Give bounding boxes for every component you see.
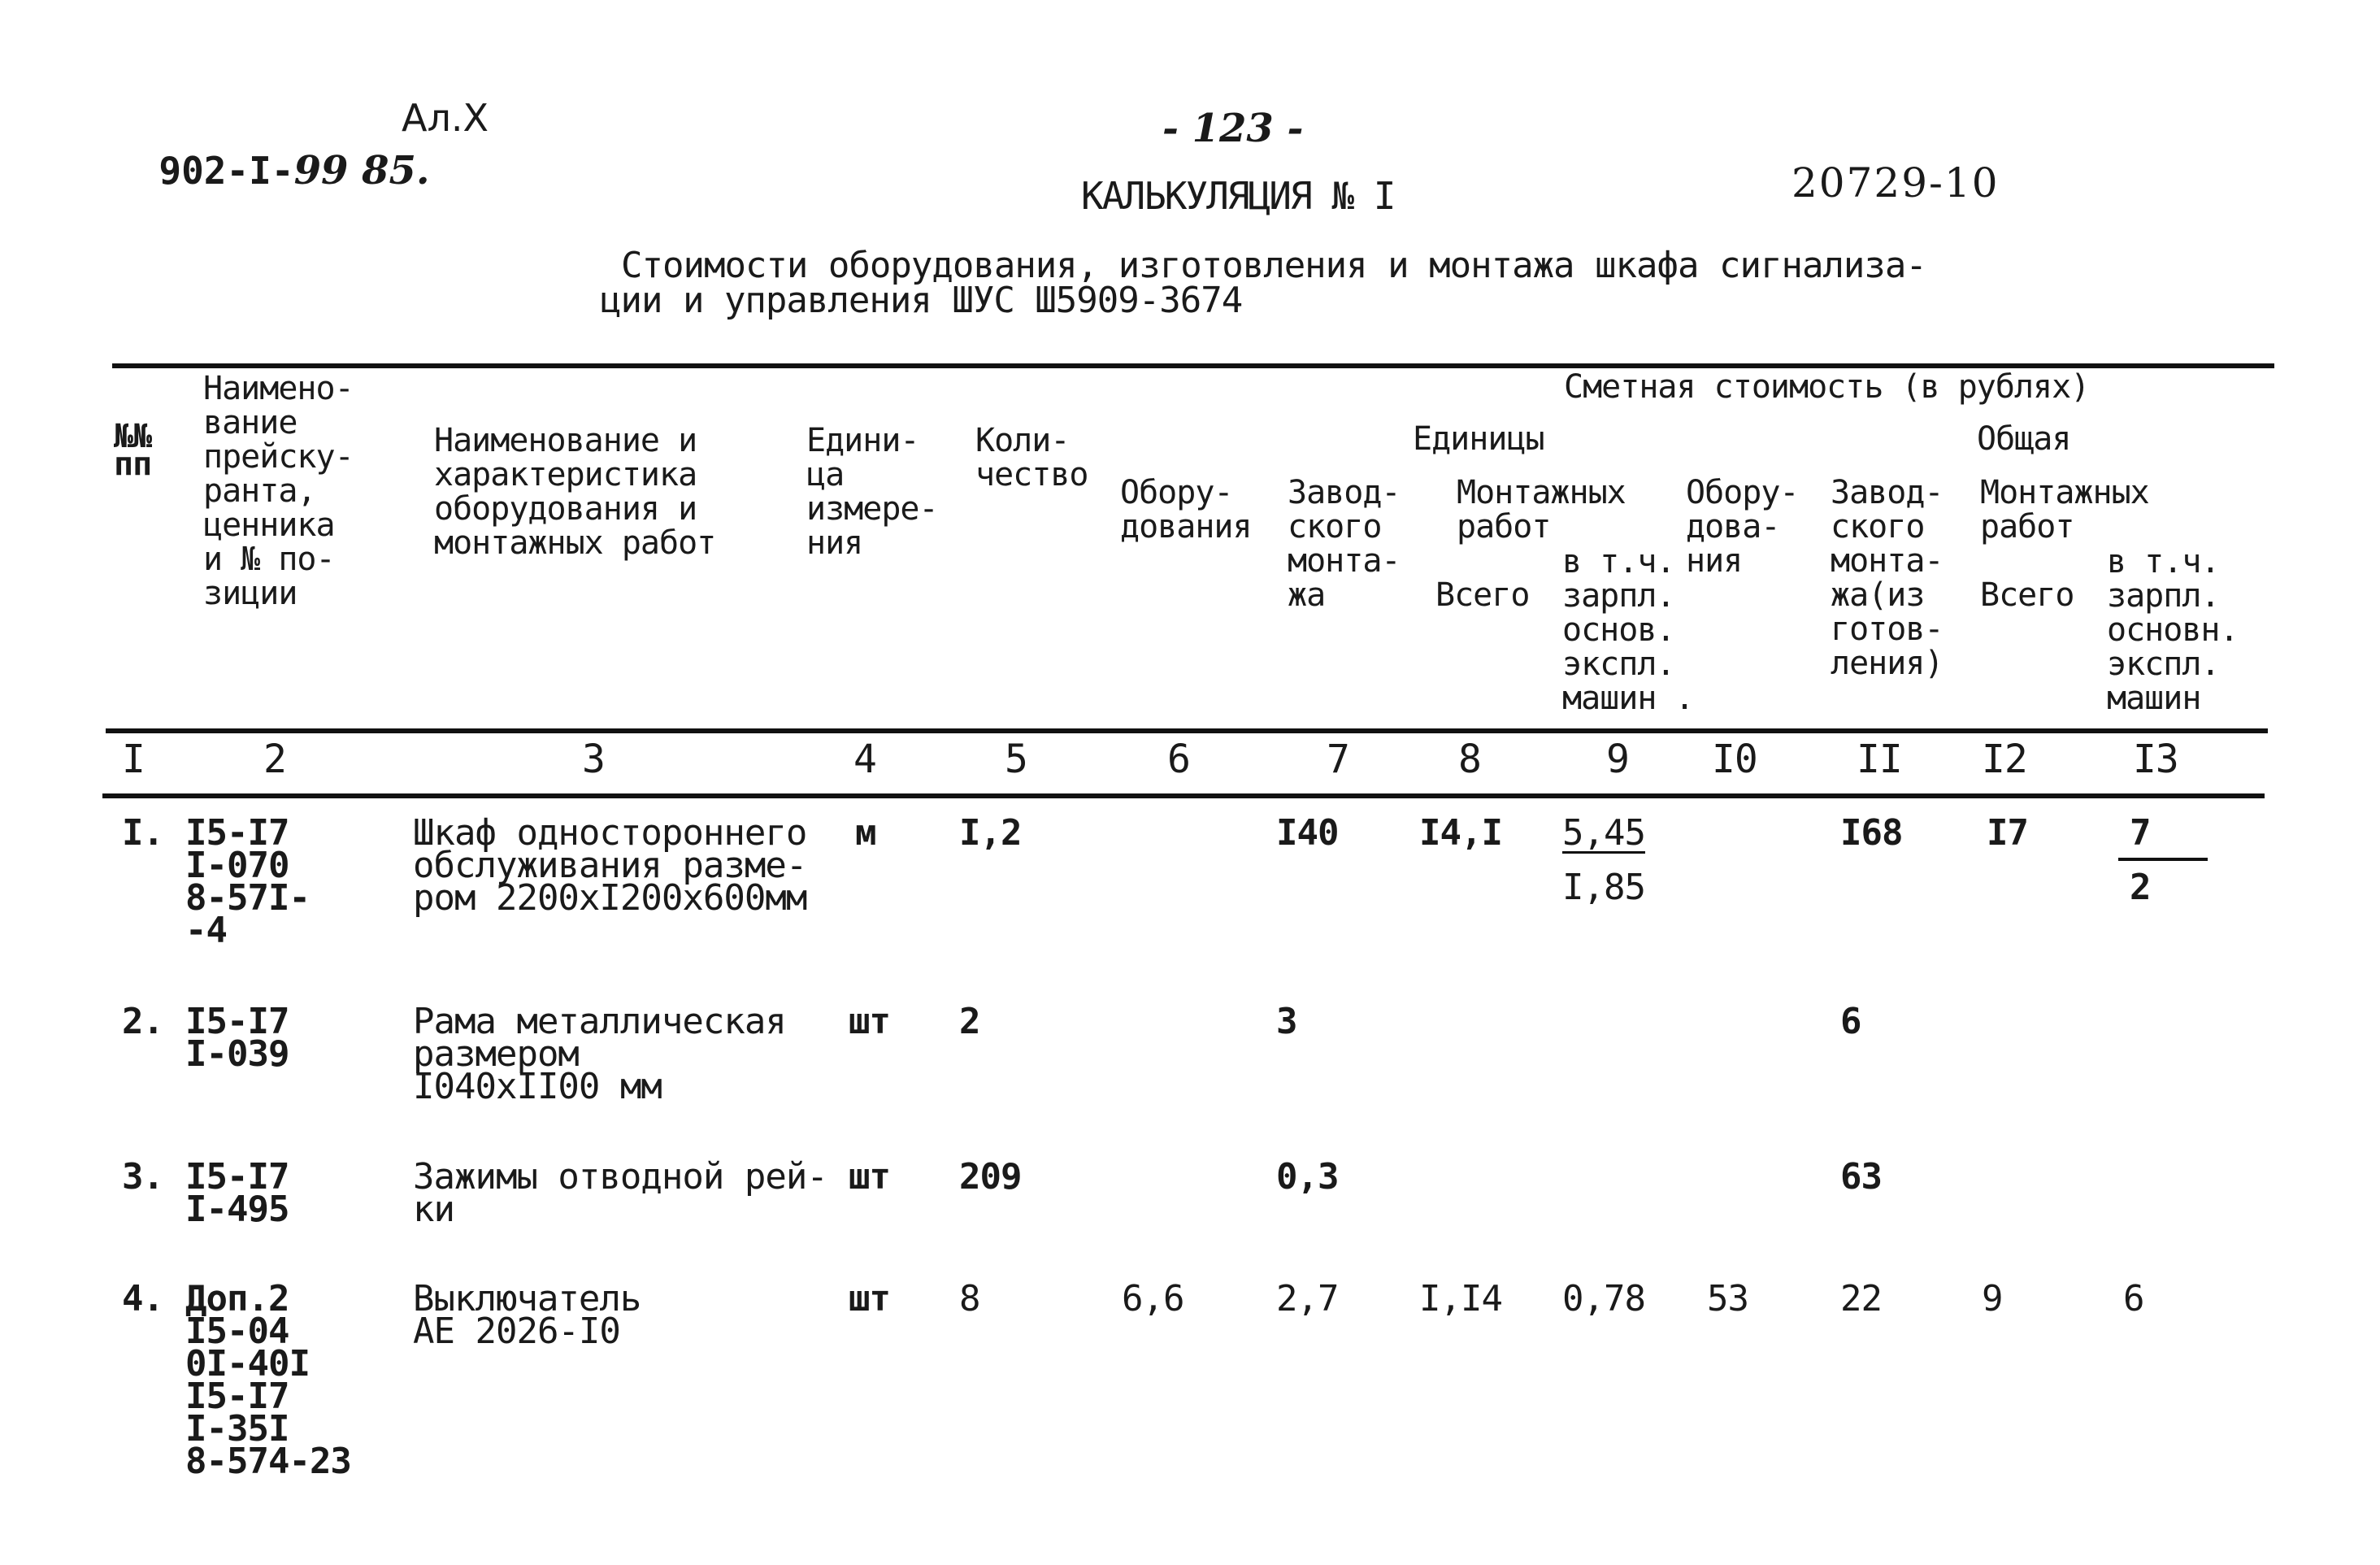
doc-code-printed: 902-I- xyxy=(159,149,294,193)
row-factory-total: 6 xyxy=(1840,1001,1861,1042)
table-header-rule xyxy=(106,728,2268,733)
row-wage-total-bottom: 2 xyxy=(2130,867,2151,908)
col-header-total-wage: в т.ч. зарпл. основн. экспл. машин xyxy=(2107,543,2239,717)
column-number: I0 xyxy=(1712,737,1757,782)
column-number: 7 xyxy=(1327,737,1349,782)
subtitle-line-2: ции и управления ШУС Ш5909-3674 xyxy=(600,280,1243,321)
row-description: Рама металлическая размером I040хII00 мм xyxy=(413,1001,786,1107)
document-code xyxy=(114,104,430,193)
column-number: 2 xyxy=(263,737,286,782)
column-number: 4 xyxy=(853,737,876,782)
column-number: I2 xyxy=(1982,737,2027,782)
col-header-total-mount-works: Монтажных работ xyxy=(1980,474,2149,546)
row-factory-mount: 2,7 xyxy=(1276,1278,1339,1319)
row-quantity: 8 xyxy=(959,1278,980,1319)
row-number: 3. xyxy=(122,1156,163,1198)
row-mount-total-sum: I7 xyxy=(1987,812,2028,854)
row-factory-total: I68 xyxy=(1840,812,1903,854)
row-mount-wage-top-value: 5,45 xyxy=(1562,812,1645,854)
column-number: 9 xyxy=(1606,737,1629,782)
group-header-estimated-cost: Сметная стоимость (в рублях) xyxy=(1564,368,2090,406)
row-description: Шкаф одностороннего обслуживания разме- ром 2200хI200х600мм xyxy=(413,812,807,919)
page-number: - 123 - xyxy=(1162,106,1304,151)
col-header-description: Наименование и характеристика оборудования и монтажных работ xyxy=(434,422,716,562)
column-number: 3 xyxy=(582,737,605,782)
row-factory-mount: I40 xyxy=(1276,812,1339,854)
row-mount-wage: 0,78 xyxy=(1562,1278,1645,1319)
document-stamp: 20729-10 xyxy=(1792,159,2000,206)
row-quantity: 2 xyxy=(959,1001,980,1042)
row-unit: м xyxy=(855,812,876,854)
row-number: 4. xyxy=(122,1278,163,1319)
row-mount-wage-bottom: I,85 xyxy=(1562,867,1645,908)
col-header-mount-total: Всего xyxy=(1435,576,1530,614)
row-unit: шт xyxy=(849,1156,890,1198)
row-number: I. xyxy=(122,812,163,854)
row-mount-total-sum: 9 xyxy=(1982,1278,2003,1319)
row-quantity: I,2 xyxy=(959,812,1022,854)
col-header-total-mount: Всего xyxy=(1980,576,2074,614)
column-number: I3 xyxy=(2133,737,2178,782)
col-header-equipment: Обору- дования xyxy=(1120,474,1252,546)
column-number: 5 xyxy=(1005,737,1027,782)
column-number: II xyxy=(1857,737,1902,782)
row-factory-mount: 0,3 xyxy=(1276,1156,1339,1198)
col-header-quantity: Коли- чество xyxy=(975,422,1088,493)
column-number: 6 xyxy=(1167,737,1190,782)
row-price-ref: I5-I7 I-039 xyxy=(185,1001,289,1075)
row-wage-total-fraction-line xyxy=(2118,858,2208,861)
row-price-ref: Доп.2 I5-04 0I-40I I5-I7 I-35I 8-574-23 xyxy=(185,1278,351,1482)
col-header-number: №№ пп xyxy=(114,418,152,483)
row-equipment-total: 53 xyxy=(1707,1278,1748,1319)
row-mount-wage-top xyxy=(1562,812,1645,854)
row-number: 2. xyxy=(122,1001,163,1042)
row-quantity: 209 xyxy=(959,1156,1022,1198)
table-numbers-rule xyxy=(102,793,2265,798)
row-description: Выключатель АЕ 2026-I0 xyxy=(413,1278,641,1352)
col-header-price-list: Наимено- вание прейску- ранта, ценника и № по- зиции xyxy=(203,370,354,612)
col-header-equipment-total: Обору- дова- ния xyxy=(1686,474,1799,580)
row-mount-total: I4,I xyxy=(1419,812,1502,854)
row-unit: шт xyxy=(849,1278,890,1319)
row-wage-total: 6 xyxy=(2123,1278,2144,1319)
col-header-factory-total: Завод- ского монта- жа(из готов- ления) xyxy=(1831,474,1944,682)
doc-code-handwritten: 99 85. xyxy=(293,148,430,193)
calculation-title: КАЛЬКУЛЯЦИЯ № I xyxy=(1081,174,1395,218)
group-header-per-unit: Единицы xyxy=(1413,420,1544,458)
row-price-ref: I5-I7 I-495 xyxy=(185,1156,289,1230)
col-header-unit: Едини- ца измере- ния xyxy=(806,422,938,562)
row-equipment: 6,6 xyxy=(1122,1278,1184,1319)
row-mount-total: I,I4 xyxy=(1419,1278,1502,1319)
row-wage-total-top: 7 xyxy=(2130,812,2151,854)
column-number: I xyxy=(122,737,145,782)
row-unit: шт xyxy=(849,1001,890,1042)
row-factory-mount: 3 xyxy=(1276,1001,1297,1042)
row-price-ref: I5-I7 I-070 8-57I- -4 xyxy=(185,812,310,951)
subtitle-line-1: Стоимости оборудования, изготовления и монтажа шкафа сигнализа- xyxy=(621,245,1926,286)
column-number: 8 xyxy=(1458,737,1481,782)
row-factory-total: 22 xyxy=(1840,1278,1882,1319)
col-header-mount-wage: в т.ч. зарпл. основ. экспл. машин . xyxy=(1562,543,1694,717)
album-number: Ал.Х xyxy=(402,96,489,140)
col-header-factory-mount: Завод- ского монта- жа xyxy=(1288,474,1401,614)
row-description: Зажимы отводной рей- ки xyxy=(413,1156,827,1230)
row-factory-total: 63 xyxy=(1840,1156,1882,1198)
group-header-total: Общая xyxy=(1977,420,2071,458)
col-header-mount-works: Монтажных работ xyxy=(1457,474,1626,546)
